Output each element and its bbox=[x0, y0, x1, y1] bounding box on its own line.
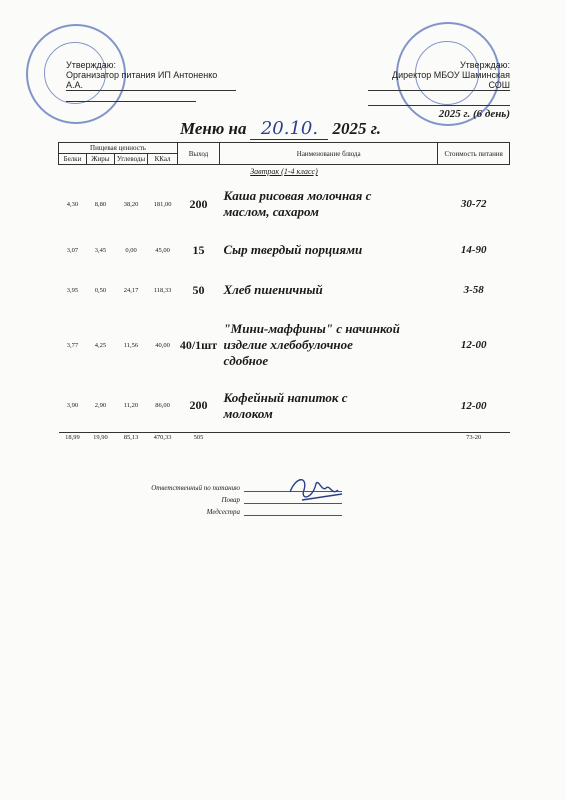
approval-right bbox=[368, 60, 510, 120]
value-b: 4,30 bbox=[66, 200, 79, 208]
approval-left-title: Утверждаю: bbox=[66, 60, 117, 70]
output-value: 40/1шт bbox=[179, 337, 218, 352]
sig-nurse: Медсестра bbox=[206, 508, 240, 516]
dish-name bbox=[219, 178, 437, 230]
cost-value: 14-90 bbox=[460, 244, 487, 256]
group-header: Пищевая ценность bbox=[59, 143, 178, 154]
cost-value: 30-72 bbox=[460, 198, 487, 210]
col-header: ККал bbox=[148, 154, 178, 165]
output-value: 200 bbox=[189, 398, 208, 413]
dish-name bbox=[219, 270, 437, 310]
total-cost: 73-20 bbox=[438, 432, 510, 442]
output-header: Выход bbox=[178, 143, 220, 165]
dish-name-line: молоком bbox=[223, 405, 273, 421]
value-b: 3,07 bbox=[66, 246, 79, 254]
title-prefix: Меню на bbox=[180, 119, 247, 138]
value-j: 4,25 bbox=[94, 341, 107, 349]
total-b: 18,99 bbox=[59, 432, 87, 442]
value-u: 38,20 bbox=[123, 200, 139, 208]
approval-right-line: Директор МБОУ Шаминская СОШ bbox=[368, 70, 510, 91]
value-j: 0,50 bbox=[94, 286, 107, 294]
value-b: 3,90 bbox=[66, 402, 79, 410]
total-u: 85,13 bbox=[114, 432, 147, 442]
menu-table bbox=[58, 142, 510, 442]
value-u: 0,00 bbox=[125, 246, 137, 254]
menu-title bbox=[180, 118, 400, 140]
dish-name-line: изделие хлебобулочное bbox=[223, 337, 353, 352]
value-u: 11,20 bbox=[123, 402, 139, 410]
dish-row bbox=[59, 230, 510, 270]
sig-cook: Повар bbox=[221, 496, 240, 504]
total-k: 470,33 bbox=[148, 432, 178, 442]
dish-name-line: Сыр твердый порциями bbox=[223, 242, 363, 257]
dish-name-line: Каша рисовая молочная с bbox=[223, 188, 372, 203]
totals-row bbox=[59, 432, 510, 442]
section-title: Завтрак (1-4 класс) bbox=[250, 167, 318, 176]
dish-row bbox=[59, 178, 510, 230]
dish-row bbox=[59, 270, 510, 310]
dish-name bbox=[219, 380, 437, 432]
output-value: 15 bbox=[192, 242, 205, 257]
value-k: 118,33 bbox=[153, 286, 172, 294]
dish-name bbox=[219, 230, 437, 270]
dish-row bbox=[59, 310, 510, 380]
handwritten-signature bbox=[282, 470, 352, 510]
name-header: Наименование блюда bbox=[219, 143, 437, 165]
value-k: 45,00 bbox=[155, 246, 170, 254]
total-out: 505 bbox=[178, 432, 220, 442]
value-k: 181,00 bbox=[153, 200, 172, 208]
title-date: 20.10. bbox=[250, 118, 328, 140]
output-value: 50 bbox=[192, 282, 205, 297]
col-header: Белки bbox=[59, 154, 87, 165]
total-j: 19,90 bbox=[86, 432, 114, 442]
value-j: 3,45 bbox=[94, 246, 107, 254]
value-j: 8,80 bbox=[94, 200, 107, 208]
value-u: 24,17 bbox=[123, 286, 139, 294]
cost-value: 12-00 bbox=[460, 399, 487, 412]
cost-header: Стоимость питания bbox=[438, 143, 510, 165]
value-b: 3,77 bbox=[66, 341, 79, 349]
approval-left-line: Организатор питания ИП Антоненко А.А. bbox=[66, 70, 236, 91]
dish-name-line: Кофейный напиток с bbox=[223, 389, 348, 405]
col-header: Углеводы bbox=[114, 154, 147, 165]
approval-left bbox=[66, 60, 236, 102]
dish-name bbox=[219, 310, 437, 380]
value-j: 2,90 bbox=[94, 402, 107, 410]
output-value: 200 bbox=[189, 196, 208, 211]
approval-right-title: Утверждаю: bbox=[459, 60, 510, 70]
dish-name-line: сдобное bbox=[223, 353, 269, 368]
value-b: 3,95 bbox=[66, 286, 79, 294]
dish-name-line: Хлеб пшеничный bbox=[223, 282, 323, 297]
value-u: 11,56 bbox=[123, 341, 139, 349]
cost-value: 12-00 bbox=[460, 339, 487, 351]
title-suffix: 2025 г. bbox=[332, 119, 382, 138]
value-k: 40,00 bbox=[155, 341, 170, 349]
value-k: 86,00 bbox=[155, 402, 170, 410]
sig-responsible: Ответственный по питанию bbox=[151, 484, 240, 492]
dish-row bbox=[59, 380, 510, 432]
dish-name-line: маслом, сахаром bbox=[223, 204, 319, 219]
col-header: Жиры bbox=[86, 154, 114, 165]
dish-name-line: "Мини-маффины" с начинкой bbox=[223, 321, 400, 336]
cost-value: 3-58 bbox=[463, 284, 484, 296]
approval-right-year: 2025 г. (6 день) bbox=[438, 108, 510, 120]
